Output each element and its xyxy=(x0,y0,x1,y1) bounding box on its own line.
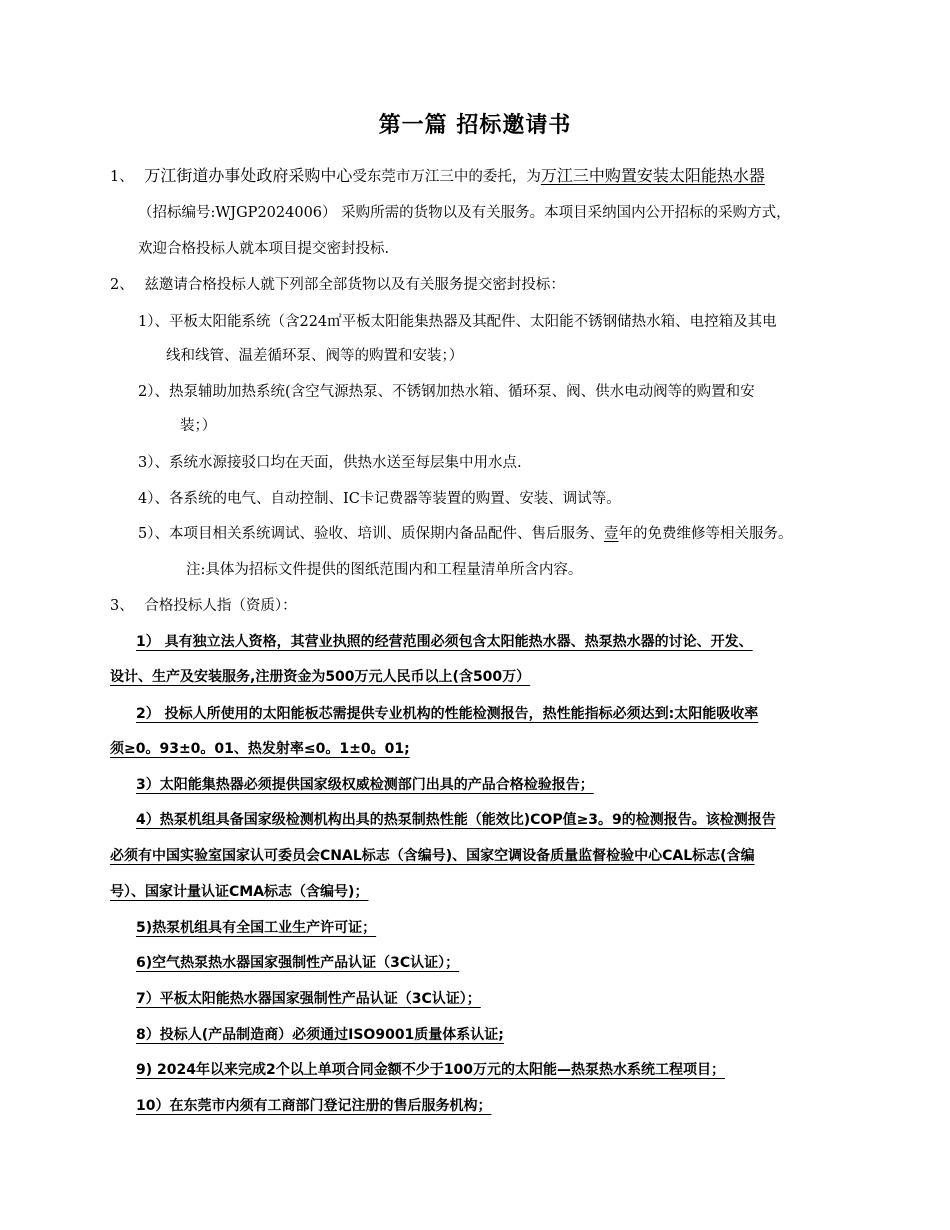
qualification-1-line-1: 1） 具有独立法人资格，其营业执照的经营范围必须包含太阳能热水器、热泵热水器的讨论、开发、 xyxy=(136,634,753,650)
section-2-number: 2、 xyxy=(110,277,134,293)
qualification-2-line-1: 2） 投标人所使用的太阳能板芯需提供专业机构的性能检测报告，热性能指标必须达到:太阳能吸收率 xyxy=(136,706,759,722)
qualification-4-line-3: 号）、国家计量认证CMA标志（含编号)； xyxy=(110,884,369,900)
section-3-number: 3、 xyxy=(110,598,134,614)
scope-item-1-line-1: 1）、平板太阳能系统（含224㎡平板太阳能集热器及其配件、太阳能不锈钢储热水箱、电控箱及其电 xyxy=(138,314,777,330)
qualification-10: 10）在东莞市内须有工商部门登记注册的售后服务机构； xyxy=(136,1098,492,1114)
qualification-7: 7）平板太阳能热水器国家强制性产品认证（3C认证）； xyxy=(136,991,481,1007)
qualification-2-line-2: 须≥0。93±0。01、热发射率≤0。1±0。01; xyxy=(110,741,410,757)
section-1-line-3: 欢迎合格投标人就本项目提交密封投标. xyxy=(138,241,390,257)
qualification-9: 9) 2024年以来完成2个以上单项合同金额不少于100万元的太阳能—热泵热水系统工程项目； xyxy=(136,1062,725,1078)
qualification-8: 8）投标人(产品制造商）必须通过ISO9001质量体系认证; xyxy=(136,1027,504,1043)
section-3-intro-line xyxy=(110,596,297,616)
scope-item-1-line-2: 线和线管、温差循环泵、阀等的购置和安装；） xyxy=(166,348,464,364)
service-years: 壹 xyxy=(603,526,619,542)
qualification-4-line-1: 4）热泵机组具备国家级检测机构出具的热泵制热性能（能效比)COP值≥3。9的检测报告。该检测报告 xyxy=(136,812,776,828)
qualification-5: 5)热泵机组具有全国工业生产许可证； xyxy=(136,920,377,936)
section-1-number: 1、 xyxy=(110,169,134,185)
scope-item-3: 3）、系统水源接驳口均在天面，供热水送至每层集中用水点. xyxy=(138,455,522,471)
section-2-intro-line xyxy=(110,275,565,295)
qualification-3: 3）太阳能集热器必须提供国家级权威检测部门出具的产品合格检验报告； xyxy=(136,777,594,793)
scope-note: 注:具体为招标文件提供的图纸范围内和工程量清单所含内容。 xyxy=(186,562,583,578)
scope-item-5-tail: 年的免费维修等相关服务。 xyxy=(618,526,793,542)
section-2-intro: 兹邀请合格投标人就下列部全部货物以及有关服务提交密封投标： xyxy=(144,277,565,293)
project-name: 万江三中购置安装太阳能热水器 xyxy=(540,166,765,185)
qualification-4-line-2: 必须有中国实验室国家认可委员会CNAL标志（含编号)、国家空调设备质量监督检验中心CAL标志(含编 xyxy=(110,848,755,864)
scope-item-2-line-2: 装；） xyxy=(180,418,217,434)
section-1-line-2: （招标编号:WJGP2024006） 采购所需的货物以及有关服务。本项目采纳国内公开招标的采购方式， xyxy=(138,205,791,221)
section-1-text: 受东莞市万江三中的委托，为 xyxy=(352,169,541,185)
section-3-intro: 合格投标人指（资质）： xyxy=(144,598,297,614)
page-title: 第一篇 招标邀请书 xyxy=(378,113,572,138)
qualification-6: 6)空气热泵热水器国家强制性产品认证（3C认证）； xyxy=(136,955,460,971)
scope-item-2-line-1: 2）、热泵辅助加热系统(含空气源热泵、不锈钢加热水箱、循环泵、阀、供水电动阀等的购置和安 xyxy=(138,384,755,400)
scope-item-5-text: 5）、本项目相关系统调试、验收、培训、质保期内备品配件、售后服务、 xyxy=(138,526,604,542)
qualification-1-line-2: 设计、生产及安装服务,注册资金为500万元人民币以上(含500万） xyxy=(110,669,531,685)
procurement-agency: 万江街道办事处政府采购中心 xyxy=(144,166,353,185)
scope-item-5 xyxy=(138,524,792,544)
scope-item-4: 4）、各系统的电气、自动控制、IC卡记费器等装置的购置、安装、调试等。 xyxy=(138,491,621,507)
section-1-line-1 xyxy=(110,166,765,187)
